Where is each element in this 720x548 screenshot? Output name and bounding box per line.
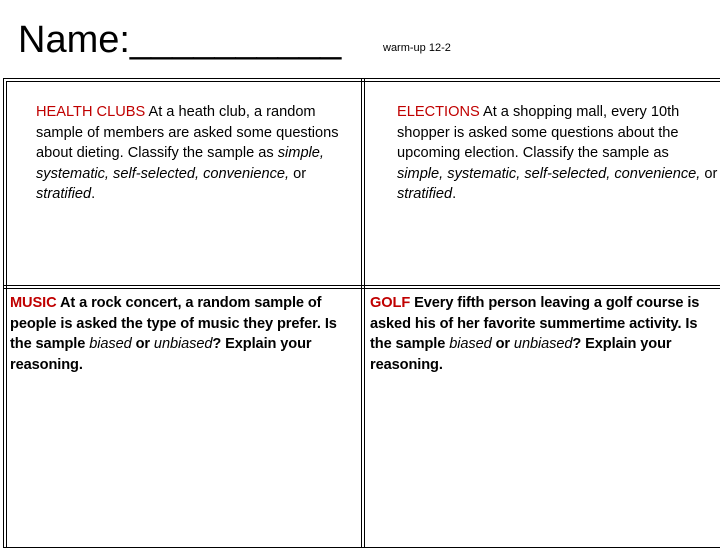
problem-option: unbiased	[153, 336, 213, 352]
problem-title: HEALTH CLUBS	[36, 104, 146, 120]
problem-option: unbiased	[513, 336, 573, 352]
name-field-label: Name:__________	[18, 19, 342, 61]
problem-health-clubs	[36, 102, 354, 205]
problem-title: MUSIC	[10, 295, 57, 311]
problem-text: ? Explain your reasoning.	[10, 336, 312, 373]
problem-music	[10, 293, 356, 375]
problem-text: ? Explain your reasoning.	[370, 336, 672, 373]
problem-golf	[370, 293, 710, 375]
problem-title: ELECTIONS	[397, 104, 480, 120]
problem-elections	[397, 102, 719, 205]
grid-horizontal-divider	[4, 285, 720, 289]
problem-text: At a rock concert, a random sample of people is asked the type of music they prefer. Is the sample	[10, 295, 337, 352]
problem-option: stratified	[36, 186, 92, 202]
problem-option: biased	[89, 336, 132, 352]
problem-text: or	[131, 336, 154, 352]
problem-text: Every fifth person leaving a golf course is asked his of her favorite summertime activity. Is the sample	[370, 295, 700, 352]
problem-text: or	[700, 165, 718, 182]
problem-text: .	[91, 186, 96, 202]
problem-option: biased	[449, 336, 492, 352]
warmup-label: warm-up 12-2	[383, 42, 451, 54]
problem-text: or	[289, 165, 307, 182]
problem-text: At a shopping mall, every 10th shopper is asked some questions about the upcoming election. Classify the sample as	[397, 104, 680, 161]
problem-text: or	[491, 336, 514, 352]
grid-vertical-divider	[361, 79, 365, 547]
problem-options: simple, systematic, self-selected, convenience,	[36, 145, 324, 182]
problem-text: .	[452, 186, 457, 202]
problem-title: GOLF	[370, 295, 411, 311]
problem-text: At a heath club, a random sample of members are asked some questions about dieting. Classify the sample as	[36, 104, 339, 161]
problem-options: simple, systematic, self-selected, convenience,	[397, 165, 701, 182]
problem-option: stratified	[397, 186, 453, 202]
